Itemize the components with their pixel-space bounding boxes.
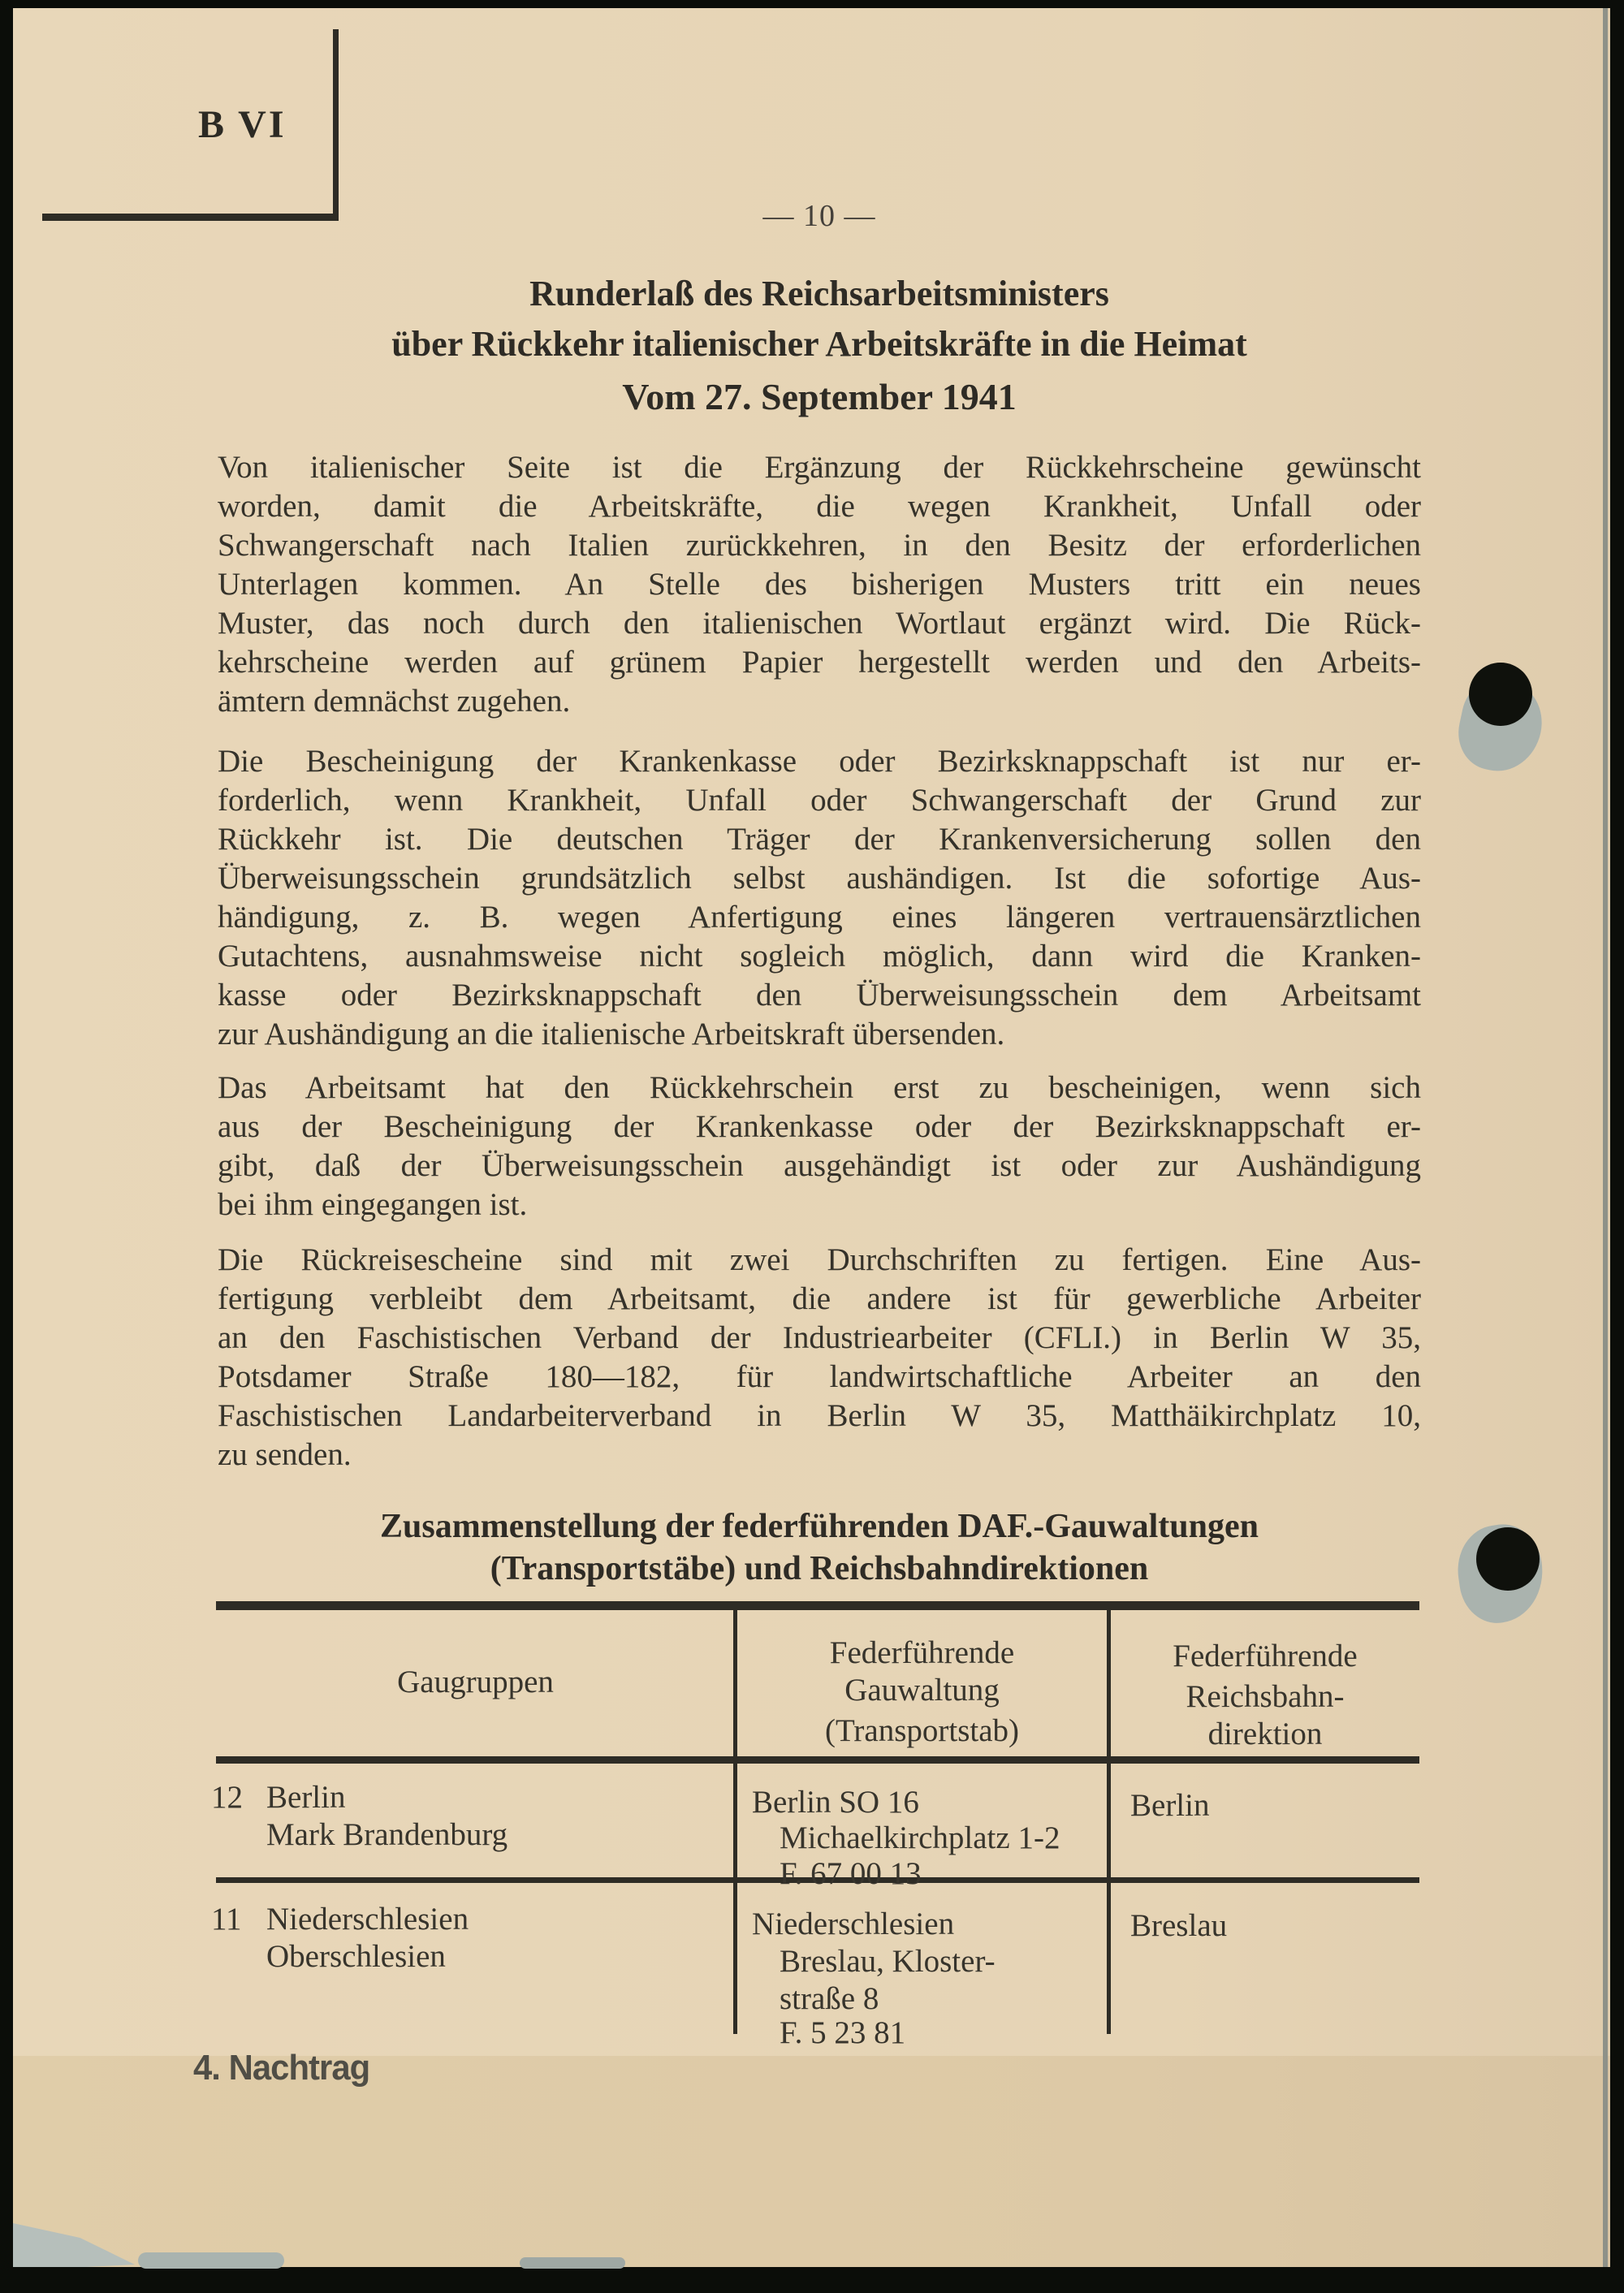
table-top-rule [216, 1601, 1419, 1610]
document-title-line2: über Rückkehr italienischer Arbeitskräfte in die Heimat [391, 324, 1247, 364]
table-row1-direktion: Berlin [1130, 1788, 1210, 1823]
table-row2-direktion: Breslau [1130, 1908, 1228, 1943]
table-row1-gau-line2: Mark Brandenburg [266, 1817, 508, 1852]
page-right-edge-shadow [1603, 8, 1608, 2267]
table-header-gauwaltung-line3: (Transportstab) [824, 1713, 1020, 1748]
body-text-line: Gutachtens, ausnahmsweise nicht sogleich möglich, dann wird die Kranken- [218, 939, 1421, 974]
table-header-gaugruppen: Gaugruppen [397, 1665, 554, 1699]
punch-hole-2 [1476, 1527, 1540, 1591]
table-row1-gauwaltung-line2: Michaelkirchplatz 1-2 [780, 1820, 1060, 1855]
page-number: — 10 — [762, 199, 876, 233]
body-text-line: ämtern demnächst zugehen. [218, 684, 571, 719]
body-text-line: Potsdamer Straße 180—182, für landwirtschaftliche Arbeiter an den [218, 1359, 1421, 1394]
body-text-line: forderlich, wenn Krankheit, Unfall oder Schwangerschaft der Grund zur [218, 783, 1421, 818]
body-text-line: gibt, daß der Überweisungsschein ausgehändigt ist oder zur Aushändigung [218, 1148, 1421, 1183]
table-row2-number: 11 [211, 1902, 242, 1937]
document-title-date: Vom 27. September 1941 [622, 376, 1017, 417]
table-header-direktion-line3: direktion [1207, 1717, 1323, 1751]
document-title-line1: Runderlaß des Reichsarbeitsministers [529, 274, 1109, 313]
table-header-gauwaltung-line2: Gauwaltung [844, 1673, 1000, 1708]
bottom-edge-tape-fragment-2 [138, 2252, 284, 2269]
body-text-line: fertigung verbleibt dem Arbeitsamt, die andere ist für gewerbliche Arbeiter [218, 1281, 1421, 1316]
body-text-line: Überweisungsschein grundsätzlich selbst aushändigen. Ist die sofortige Aus- [218, 861, 1421, 896]
classification-box-vertical-rule [333, 29, 339, 221]
body-text-line: kehrscheine werden auf grünem Papier hergestellt werden und den Arbeits- [218, 645, 1421, 680]
footer-supplement-mark: 4. Nachtrag [193, 2048, 370, 2088]
body-text-line: bei ihm eingegangen ist. [218, 1187, 528, 1222]
body-text-line: Die Bescheinigung der Krankenkasse oder Bezirksknappschaft ist nur er- [218, 744, 1421, 779]
body-paragraph-3 [218, 1069, 1421, 1224]
body-text-line: zu senden. [218, 1437, 352, 1472]
body-text-line: Das Arbeitsamt hat den Rückkehrschein erst zu bescheinigen, wenn sich [218, 1070, 1421, 1105]
body-text-line: händigung, z. B. wegen Anfertigung eines längeren vertrauensärztlichen [218, 900, 1421, 935]
body-text-line: kasse oder Bezirksknappschaft den Überweisungsschein dem Arbeitsamt [218, 978, 1421, 1013]
table-row2-gauwaltung-line1: Niederschlesien [752, 1907, 955, 1941]
bottom-edge-tape-fragment-3 [520, 2257, 625, 2269]
table-row1-gauwaltung-line3: F. 67 00 13 [780, 1856, 922, 1891]
body-paragraph-2 [218, 742, 1421, 1054]
body-paragraph-4 [218, 1241, 1421, 1475]
table-row1-number: 12 [211, 1780, 243, 1815]
table-row2-gauwaltung-line2: Breslau, Kloster- [780, 1944, 996, 1979]
body-text-line: Unterlagen kommen. An Stelle des bisherigen Musters tritt ein neues [218, 567, 1421, 602]
body-text-line: aus der Bescheinigung der Krankenkasse oder der Bezirksknappschaft er- [218, 1109, 1421, 1144]
body-text-line: Rückkehr ist. Die deutschen Träger der Krankenversicherung sollen den [218, 822, 1421, 857]
table-header-direktion-line1: Federführende [1173, 1639, 1358, 1673]
table-row1-gauwaltung-line1: Berlin SO 16 [752, 1785, 919, 1820]
table-row2-gau-line2: Oberschlesien [266, 1939, 446, 1974]
body-text-line: Schwangerschaft nach Italien zurückkehren, in den Besitz der erforderlichen [218, 528, 1421, 563]
table-heading-line2: (Transportstäbe) und Reichsbahndirektionen [490, 1550, 1149, 1587]
table-heading-line1: Zusammenstellung der federführenden DAF.-Gauwaltungen [380, 1508, 1259, 1545]
body-text-line: worden, damit die Arbeitskräfte, die wegen Krankheit, Unfall oder [218, 489, 1421, 524]
body-text-line: an den Faschistischen Verband der Industriearbeiter (CFLI.) in Berlin W 35, [218, 1320, 1421, 1355]
body-text-line: Von italienischer Seite ist die Ergänzung der Rückkehrscheine gewünscht [218, 450, 1421, 485]
body-text-line: zur Aushändigung an die italienische Arbeitskraft übersenden. [218, 1017, 1005, 1051]
body-text-line: Muster, das noch durch den italienischen Wortlaut ergänzt wird. Die Rück- [218, 606, 1421, 641]
body-text-line: Die Rückreisescheine sind mit zwei Durchschriften zu fertigen. Eine Aus- [218, 1242, 1421, 1277]
table-row2-gauwaltung-line3: straße 8 [780, 1981, 879, 2016]
table-header-gauwaltung-line1: Federführende [829, 1635, 1015, 1670]
body-text-line: Faschistischen Landarbeiterverband in Berlin W 35, Matthäikirchplatz 10, [218, 1398, 1421, 1433]
table-row2-gauwaltung-line4: F. 5 23 81 [780, 2015, 906, 2050]
body-paragraph-1 [218, 448, 1421, 721]
table-row2-gau-line1: Niederschlesien [266, 1902, 469, 1937]
table-row1-gau-line1: Berlin [266, 1780, 346, 1815]
table-header-direktion-line2: Reichsbahn- [1186, 1679, 1345, 1714]
table-header-rule [216, 1756, 1419, 1764]
punch-hole-1 [1469, 663, 1532, 726]
classification-mark: B VI [198, 103, 287, 146]
